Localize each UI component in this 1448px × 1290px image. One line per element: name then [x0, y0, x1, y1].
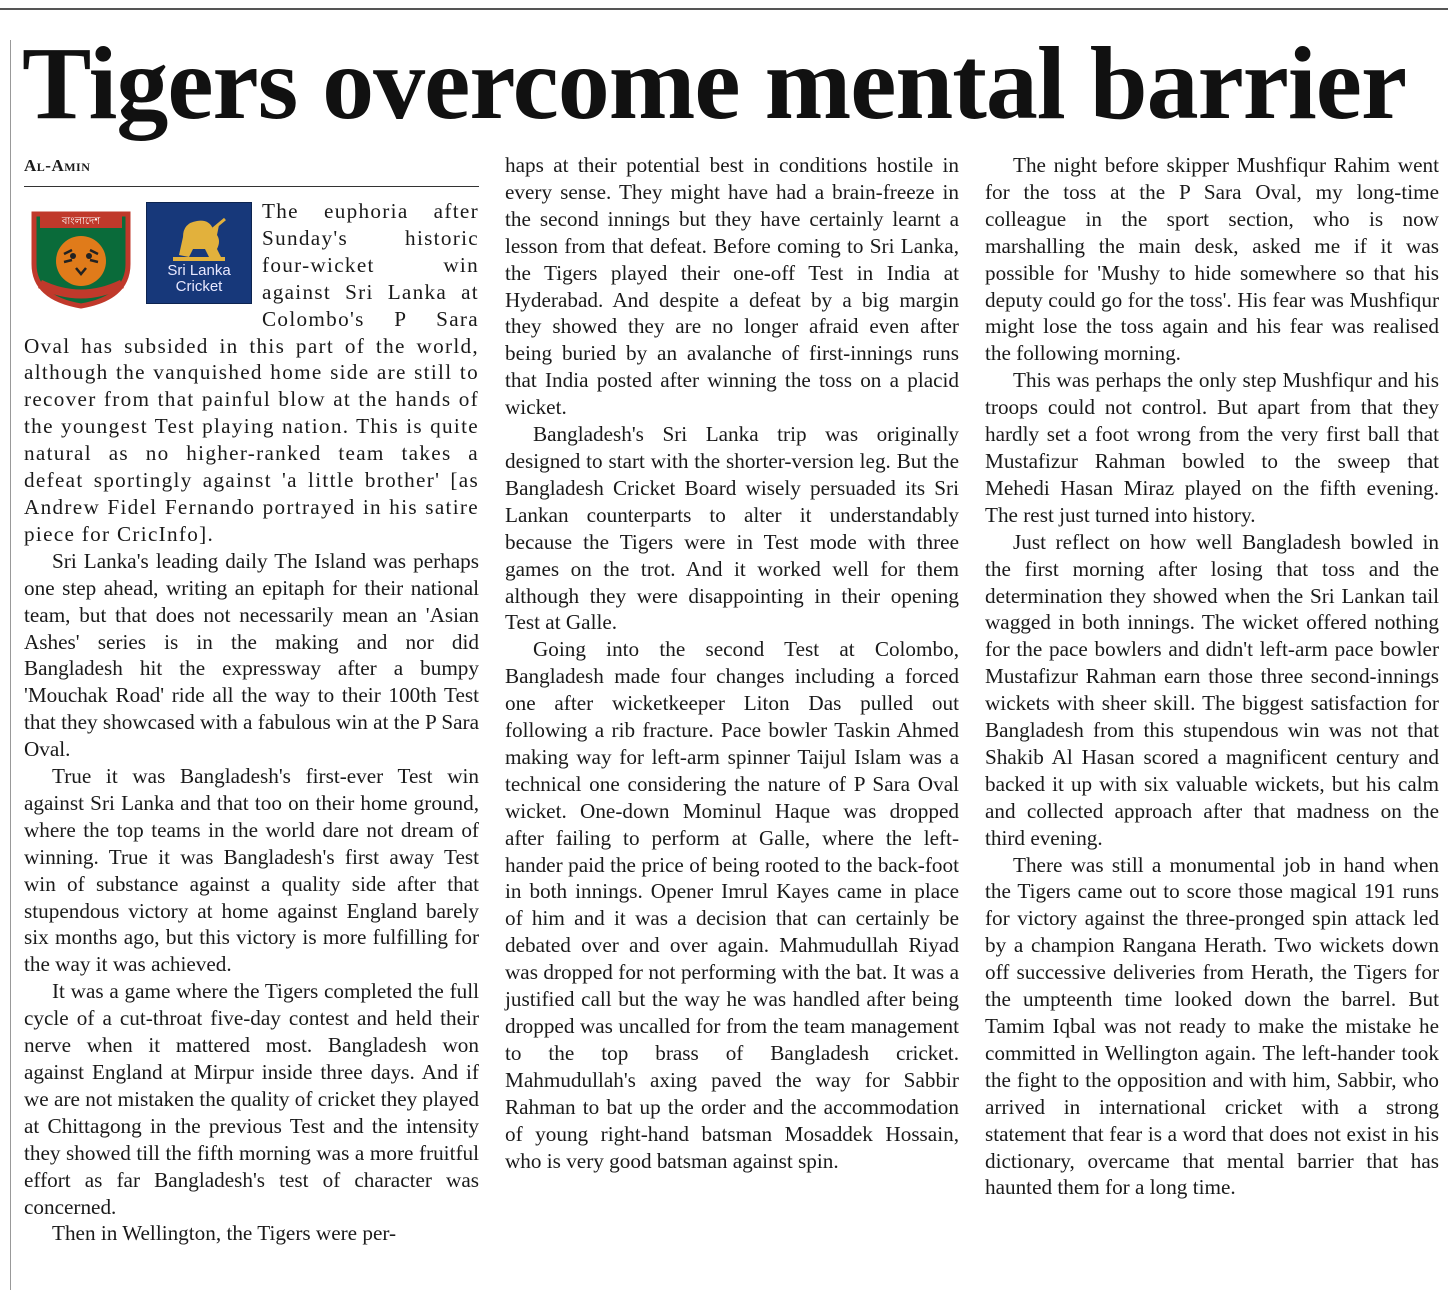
bangladesh-cricket-logo — [26, 206, 136, 310]
article-column-1 — [24, 198, 479, 1247]
headline: Tigers overcome mental barrier — [22, 26, 1407, 141]
paragraph: True it was Bangladesh's first-ever Test win against Sri Lanka and that too on their home ground, where the top teams in the world dare not dream of winning. True it was Bangladesh's first away Test win of substance against a quality side after that stupendous victory at home against England barely six months ago, but this victory is more fulfilling for the way it was achieved. — [24, 764, 479, 977]
article-column-2 — [505, 152, 959, 1174]
paragraph: Going into the second Test at Colombo, Bangladesh made four changes including a forced one after wicketkeeper Liton Das pulled out following a rib fracture. Pace bowler Taskin Ahmed making way for left-arm spinner Taijul Islam was a technical one considering the nature of P Sara Oval wicket. One-down Mominul Haque was dropped after failing to perform at Galle, where the left-hander paid the price of being rooted to the back-foot in both innings. Opener Imrul Kayes came in place of him and it was a decision that can certainly be debated over and over again. Mahmudullah Riyad was dropped for not performing with the bat. It was a justified call but the way he was handled after being dropped was uncalled for from the team management to the top brass of Bangladesh cricket. Mahmudullah's axing paved the way for Sabbir Rahman to bat up the order and the accommodation of young right-hand batsman Mosaddek Hossain, who is very good batsman against spin. — [505, 637, 959, 1173]
article-column-3 — [985, 152, 1439, 1201]
top-rule — [0, 8, 1448, 10]
paragraph: Then in Wellington, the Tigers were per- — [52, 1221, 397, 1246]
paragraph: This was perhaps the only step Mushfiqur and his troops could not control. But apart from that they hardly set a foot wrong from the very first ball that Mustafizur Rahman bowled to the sweep that Mehedi Hasan Miraz played on the fifth evening. The rest just turned into history. — [985, 368, 1439, 527]
paragraph: There was still a monumental job in hand when the Tigers came out to score those magical 191 runs for victory against the three-pronged spin attack led by a champion Rangana Herath. Two wickets down off successive deliveries from Herath, the Tigers for the umpteenth time looked down the barrel. But Tamim Iqbal was not ready to make the mistake he committed in Wellington again. The left-hander took the fight to the opposition and with him, Sabbir, who arrived in international cricket with a strong statement that fear is a word that does not exist in his dictionary, overcame that mental barrier that has haunted them for a long time. — [985, 852, 1439, 1200]
paragraph: haps at their potential best in conditions hostile in every sense. They might have had a brain-freeze in the second innings but they have certainly learnt a lesson from that defeat. Before coming to Sri Lanka, the Tigers played their one-off Test in India at Hyderabad. And despite a defeat by a big margin they showed they are no longer afraid even after being buried by an avalanche of first-innings runs that India posted after winning the toss on a placid wicket. — [505, 153, 959, 420]
logos-group — [24, 202, 254, 320]
bengali-text: বাংলাদেশ — [61, 216, 101, 227]
paragraph: The night before skipper Mushfiqur Rahim went for the toss at the P Sara Oval, my long-time colleague in the sport section, who is now marshalling the main desk, asked me if it was possible for 'Mushy to hide somewhere so that his deputy could go for the toss'. His fear was Mushfiqur might lose the toss again and his fear was realised the following morning. — [985, 153, 1439, 366]
byline-rule — [24, 186, 479, 187]
byline: Al-Amin — [24, 156, 91, 175]
paragraph: It was a game where the Tigers completed the full cycle of a cut-throat five-day contest and held their nerve when it mattered most. Bangladesh won against England at Mirpur inside three days. And if we are not mistaken the quality of cricket they played at Chittagong in the previous Test and the intensity they showed till the fifth morning was a more fruitful effort as far Bangladesh's test of character was concerned. — [24, 979, 479, 1219]
left-rule — [10, 40, 11, 1290]
paragraph: Sri Lanka's leading daily The Island was perhaps one step ahead, writing an epitaph for their national team, but that does not necessarily mean an 'Asian Ashes' series is in the making and nor did Bangladesh hit the expressway after a bumpy 'Mouchak Road' ride all the way to their 100th Test that they showcased with a fabulous win at the P Sara Oval. — [24, 548, 479, 762]
lion-icon — [169, 211, 229, 263]
paragraph: Just reflect on how well Bangladesh bowled in the first morning after losing that toss and the determination they showed when the Sri Lankan tail wagged in both innings. The wicket offered nothing for the pace bowlers and didn't left-arm pace bowler Mustafizur Rahman earn those three second-innings wickets with sheer skill. The biggest satisfaction for Bangladesh from this stupendous win was not that Shakib Al Hasan scored a magnificent century and backed it up with six valuable wickets, but his calm and collected approach after that madness on the third evening. — [985, 529, 1439, 850]
paragraph: The euphoria after Sunday's historic four-wicket win against Sri Lanka at Colombo's P Sara Oval has subsided in this part of the world, although the vanquished home side are still to recover from that painful blow at the hands of the youngest Test playing nation. This is quite natural as no higher-ranked team takes a defeat sportingly against 'a little brother' [as Andrew Fidel Fernando portrayed in his satire piece for CricInfo]. — [24, 199, 479, 546]
srilanka-logo-line1: Sri Lanka — [167, 262, 231, 279]
paragraph: Bangladesh's Sri Lanka trip was originally designed to start with the shorter-version leg. But the Bangladesh Cricket Board wisely persuaded its Sri Lankan counterparts to alter it understandably because the Tigers were in Test mode with three games on the trot. And it worked well for them although they were disappointing in their opening Test at Galle. — [505, 422, 959, 635]
srilanka-cricket-logo — [146, 202, 252, 304]
srilanka-logo-line2: Cricket — [175, 278, 223, 295]
